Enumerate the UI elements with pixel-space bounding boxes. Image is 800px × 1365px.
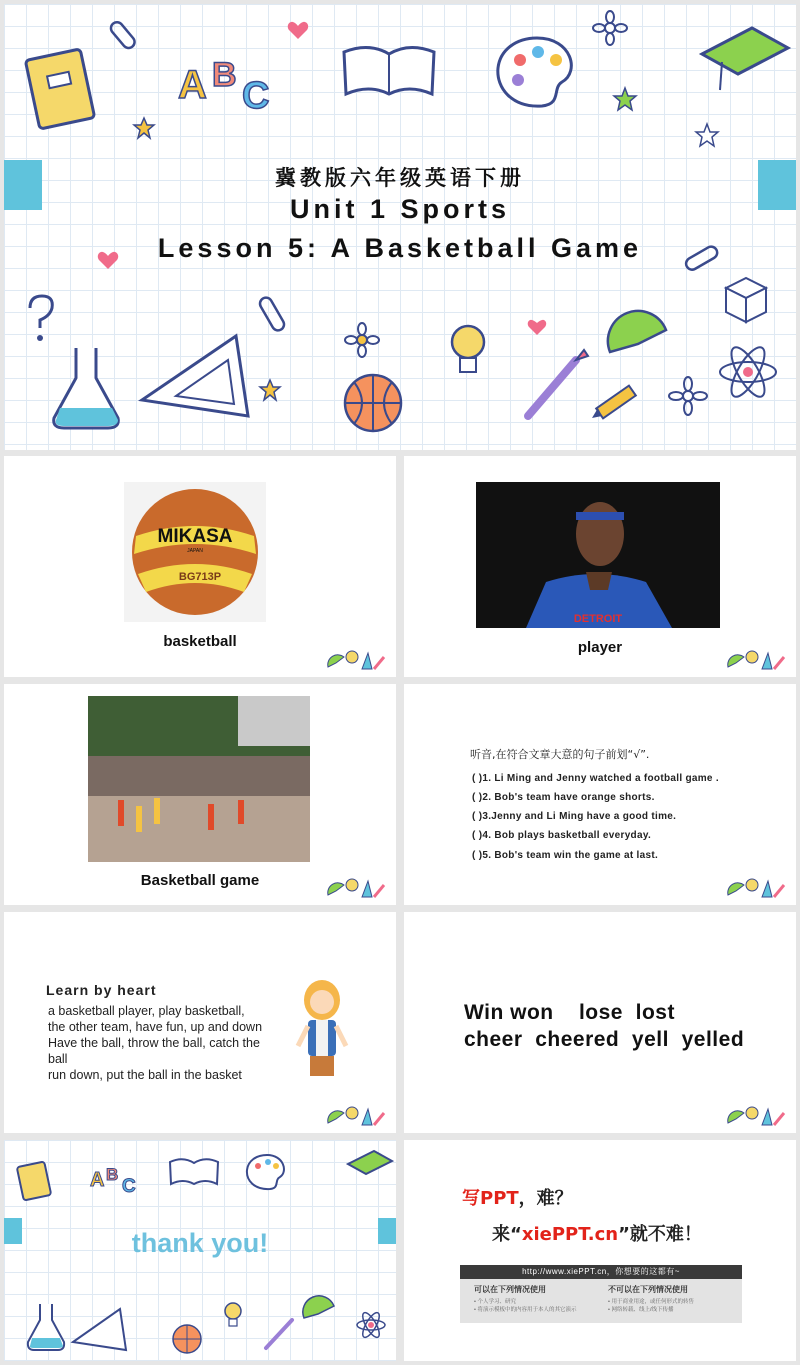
corner-doodles-icon <box>724 645 786 671</box>
abc-letters-icon <box>88 1160 144 1196</box>
usage-forbidden-column <box>608 1284 736 1314</box>
ad-slogan-post: ”就不难！ <box>618 1224 702 1245</box>
graduation-cap-icon <box>692 18 792 98</box>
jersey-text: DETROIT <box>573 613 623 625</box>
corner-doodles-icon <box>724 1101 786 1127</box>
usage-allowed-title: 可以在下列情况使用 <box>474 1285 546 1294</box>
exercise-item: ( )3.Jenny and Li Ming have a good time. <box>472 811 677 822</box>
protractor-icon <box>300 1290 338 1322</box>
heart-icon <box>526 316 548 338</box>
svg-text:B: B <box>106 1165 119 1184</box>
exercise-item: ( )2. Bob's team have orange shorts. <box>472 792 655 803</box>
unit-title: Unit 1 Sports <box>289 194 510 224</box>
cube-icon <box>716 270 772 326</box>
caption-basketball: basketball <box>163 633 237 650</box>
slide-thank-you[interactable] <box>4 1140 396 1361</box>
ball-sub-text: JAPAN <box>187 548 203 554</box>
svg-text:B: B <box>212 56 237 94</box>
usage-forbidden-item: • 用于商业用途，或任何形式的转售 <box>608 1299 694 1305</box>
title-slide[interactable] <box>4 4 796 450</box>
paintbrush-icon <box>260 1312 300 1352</box>
corner-doodles-icon <box>724 873 786 899</box>
slide-word-forms[interactable] <box>404 912 796 1133</box>
ad-usage-box <box>460 1279 742 1323</box>
corner-doodles-icon <box>324 645 386 671</box>
word-forms-line-2: cheer cheered yell yelled <box>464 1028 745 1051</box>
paperclip-icon <box>254 292 294 342</box>
lightbulb-icon <box>218 1298 248 1334</box>
usage-allowed-column <box>474 1284 602 1314</box>
usage-forbidden-item: • 网络转载、线上/线下传播 <box>608 1307 674 1313</box>
ad-url-bar[interactable]: http://www.xiePPT.cn，你想要的这都有~ <box>460 1265 742 1279</box>
svg-text:A: A <box>178 63 207 107</box>
atom-icon <box>716 340 780 404</box>
abc-letters-icon <box>174 46 284 116</box>
flask-icon <box>46 344 126 434</box>
basketball-icon <box>170 1322 204 1356</box>
thank-you-text: thank you! <box>131 1228 269 1258</box>
star-icon <box>258 378 282 402</box>
paint-palette-icon <box>492 32 582 112</box>
svg-text:C: C <box>122 1176 136 1196</box>
triangle-ruler-icon <box>136 330 256 420</box>
ad-headline-rest: ，难？ <box>518 1188 573 1209</box>
ad-site-link[interactable]: xiePPT.cn <box>521 1224 619 1245</box>
exercise-item: ( )5. Bob's team win the game at last. <box>472 850 659 861</box>
caption-basketball-game: Basketball game <box>140 872 260 889</box>
usage-allowed-item: • 个人学习、研究 <box>474 1299 516 1305</box>
player-photo <box>476 482 720 628</box>
atom-icon <box>354 1308 388 1342</box>
series-title: 冀教版六年级英语下册 <box>275 166 525 190</box>
flower-icon <box>344 322 380 358</box>
open-book-icon <box>166 1152 222 1188</box>
basketball-game-photo <box>88 696 310 862</box>
paintbrush-icon <box>514 344 594 424</box>
star-icon <box>694 122 720 148</box>
phrase-line: a basketball player, play basketball, <box>48 1004 245 1018</box>
triangle-ruler-icon <box>70 1306 130 1352</box>
question-mark-icon <box>20 290 60 346</box>
book-icon <box>14 1158 56 1204</box>
lightbulb-icon <box>440 316 496 386</box>
phrase-line: the other team, have fun, up and down <box>48 1020 263 1034</box>
slide-basketball[interactable] <box>4 456 396 677</box>
phrase-line: run down, put the ball in the basket <box>48 1068 242 1082</box>
girl-cartoon-icon <box>294 978 350 1082</box>
usage-forbidden-title: 不可以在下列情况使用 <box>608 1285 688 1294</box>
graduation-cap-icon <box>344 1146 394 1186</box>
word-forms-line-1: Win won lose lost <box>464 1001 675 1024</box>
corner-doodles-icon <box>324 873 386 899</box>
flask-icon <box>24 1302 68 1356</box>
slide-learn-by-heart[interactable] <box>4 912 396 1133</box>
phrase-line: ball <box>48 1052 68 1066</box>
star-icon <box>132 116 156 140</box>
corner-doodles-icon <box>324 1101 386 1127</box>
star-icon <box>612 86 638 112</box>
usage-allowed-item: • 将演示模板中的内容用于本人的其它演示 <box>474 1307 577 1313</box>
open-book-icon <box>334 32 444 102</box>
svg-text:C: C <box>242 75 270 116</box>
exercise-item: ( )1. Li Ming and Jenny watched a football game . <box>472 773 719 784</box>
slide-listening-exercise[interactable] <box>404 684 796 905</box>
caption-player: player <box>577 639 623 656</box>
paint-palette-icon <box>244 1152 290 1192</box>
exercise-item: ( )4. Bob plays basketball everyday. <box>472 830 652 841</box>
flower-icon <box>592 10 628 46</box>
learn-by-heart-title: Learn by heart <box>46 982 157 998</box>
ball-model-text: BG713P <box>178 571 222 583</box>
basketball-icon <box>340 370 406 436</box>
pencil-icon <box>586 374 646 434</box>
ad-headline-brand: 写PPT <box>462 1188 519 1209</box>
heart-icon <box>286 18 310 42</box>
basketball-photo <box>124 482 266 622</box>
ad-slogan <box>492 1220 702 1246</box>
book-icon <box>24 44 104 134</box>
protractor-icon <box>602 300 674 360</box>
phrase-line: Have the ball, throw the ball, catch the <box>48 1036 260 1050</box>
slide-basketball-game[interactable] <box>4 684 396 905</box>
listening-instruction: 听音,在符合文章大意的句子前划“√”. <box>470 748 650 761</box>
paperclip-icon <box>108 12 148 52</box>
ball-brand-text: MIKASA <box>157 526 233 547</box>
flower-icon <box>668 376 708 416</box>
ad-headline <box>462 1184 573 1210</box>
svg-text:A: A <box>90 1169 105 1191</box>
ad-slogan-pre: 来“ <box>492 1224 522 1245</box>
lesson-title: Lesson 5: A Basketball Game <box>157 233 643 263</box>
slide-advertisement[interactable] <box>404 1140 796 1361</box>
slide-player[interactable] <box>404 456 796 677</box>
